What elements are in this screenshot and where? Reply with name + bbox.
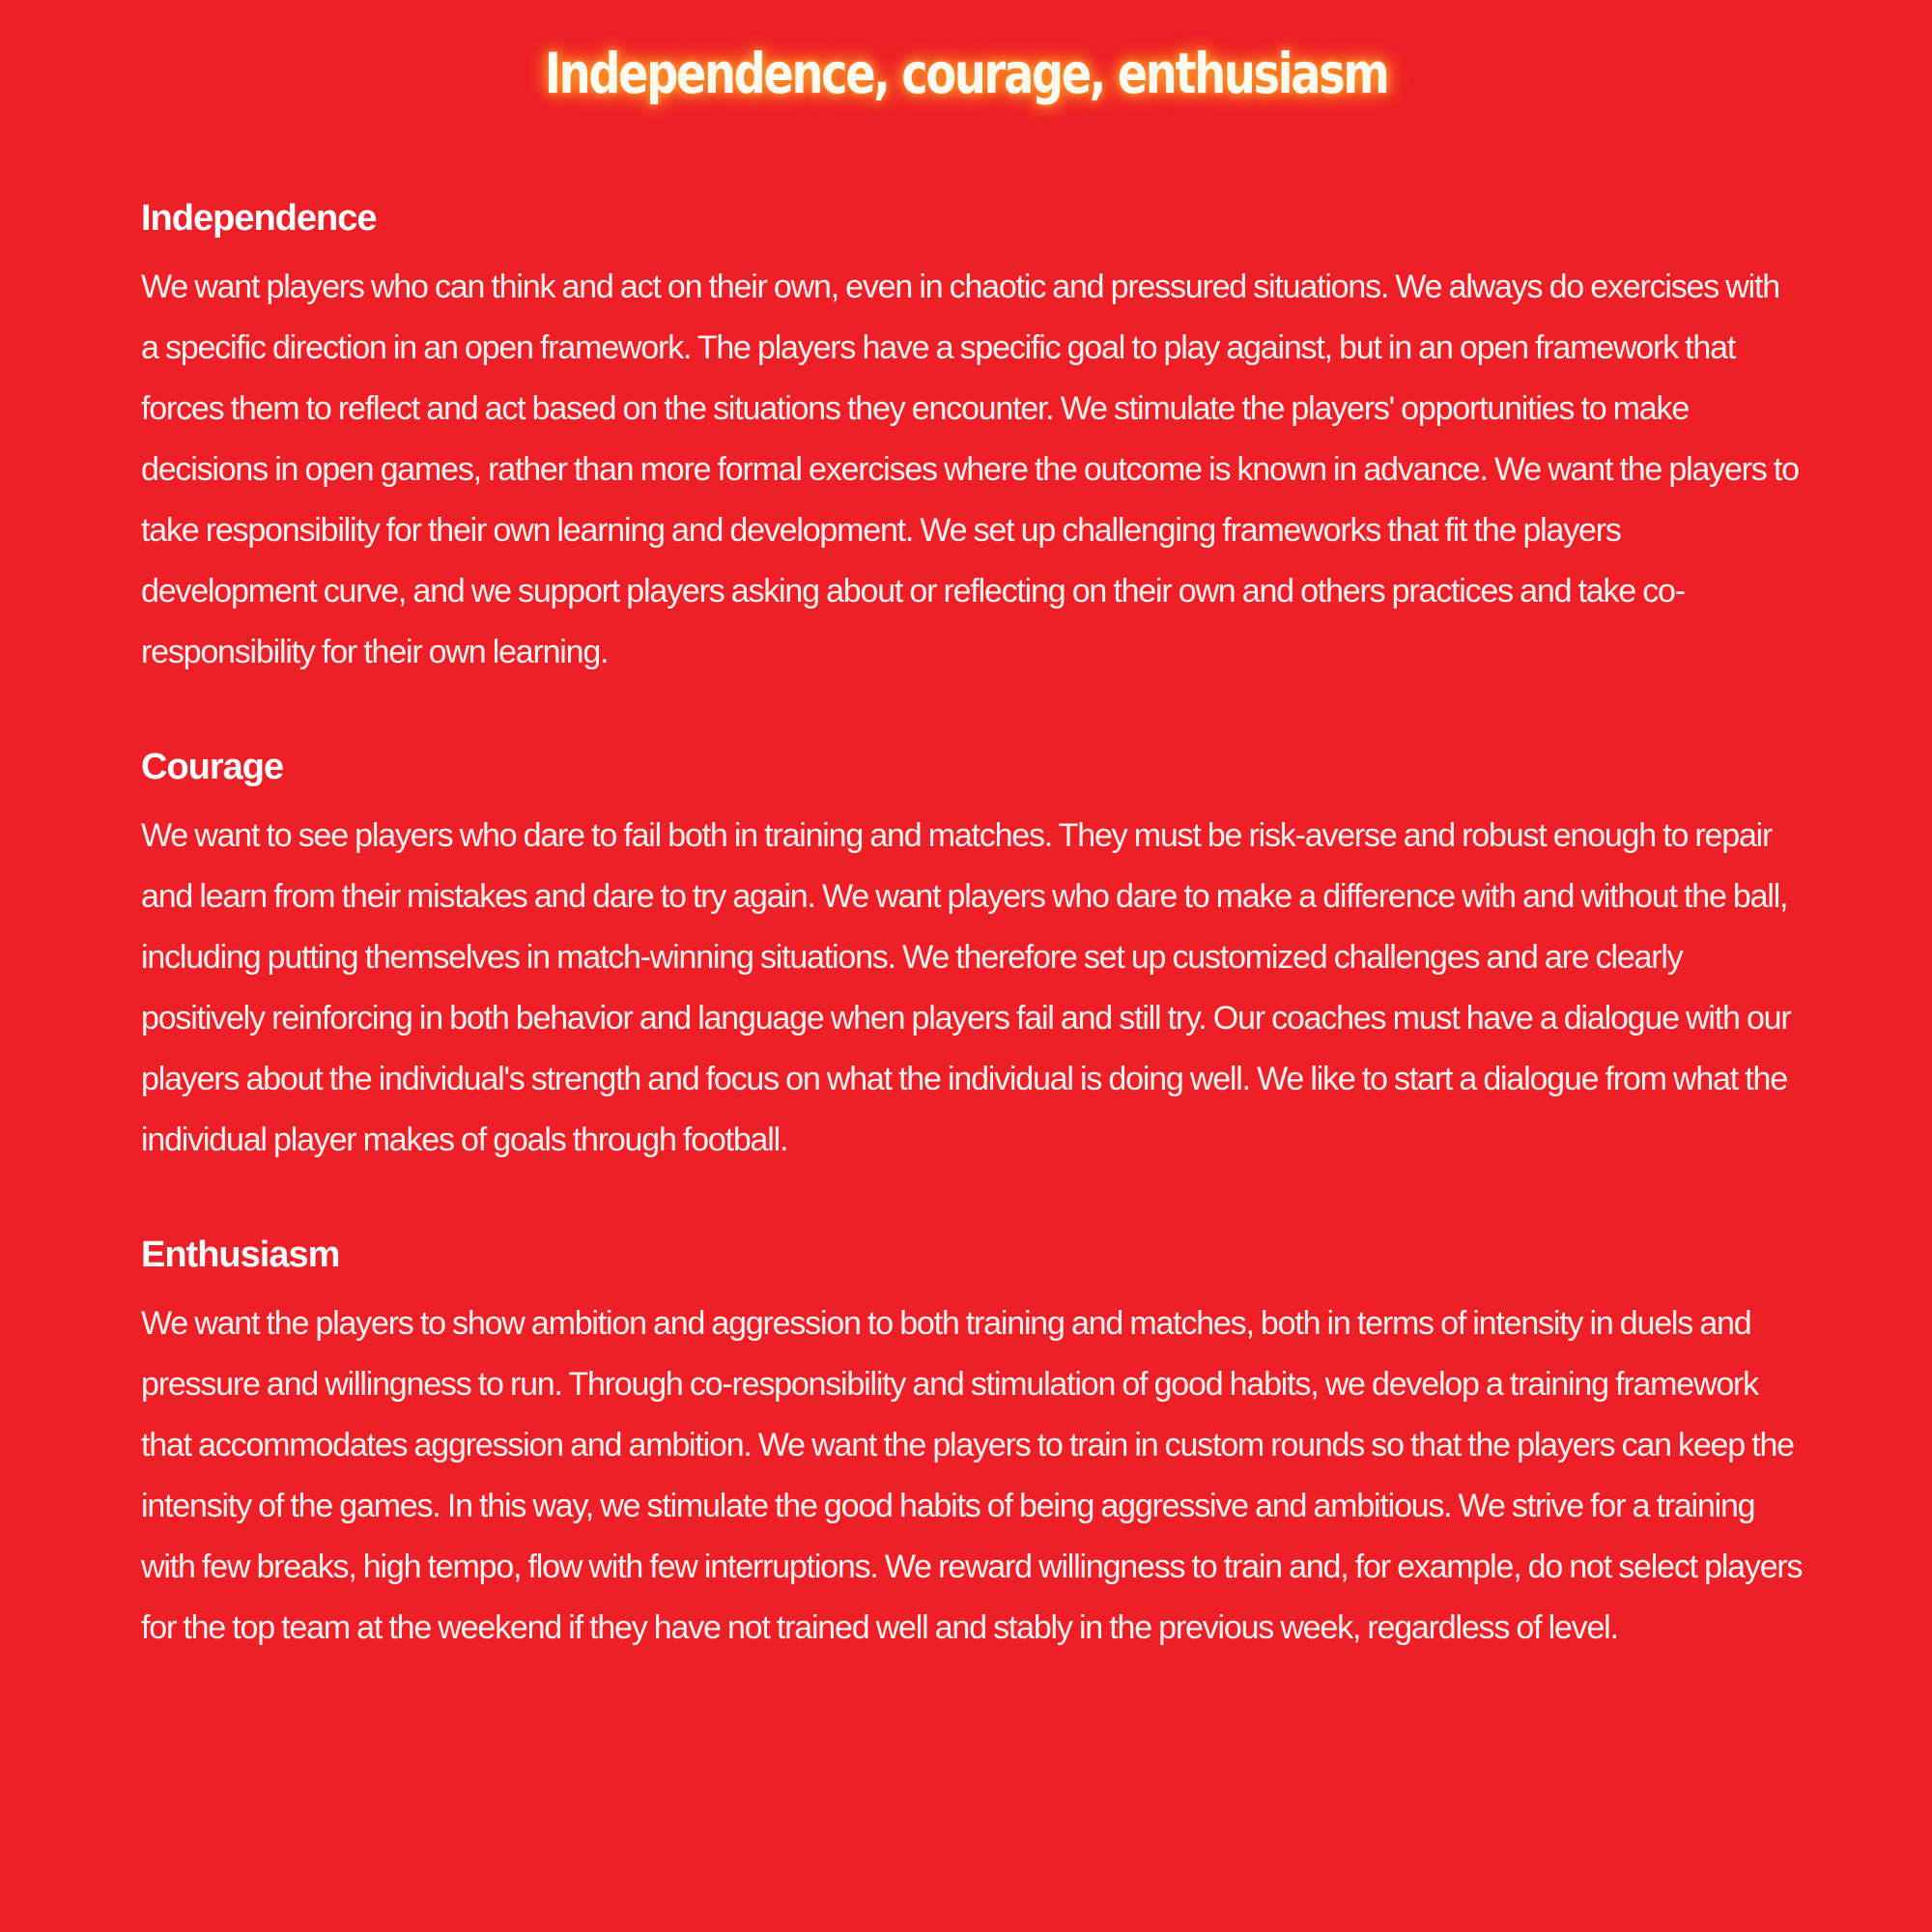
section-body: We want the players to show ambition and aggression to both training and matches, both in terms of intensity in duels and pressure and willingness to run. Through co-responsibility and stimulation of good habits, we develop a training framework that accommodates aggression and ambition. We want the players to train in custom rounds so that the players can keep the intensity of the games. In this way, we stimulate the good habits of being aggressive and ambitious. We strive for a training with few breaks, high tempo, flow with few interruptions. We reward willingness to train and, for example, do not select players for the top team at the weekend if they have not trained well and stably in the previous week, regardless of level. xyxy=(141,1305,1803,1646)
section-heading: Courage xyxy=(141,747,284,787)
section-independence xyxy=(141,195,1803,683)
page-title: Independence, courage, enthusiasm xyxy=(544,41,1388,106)
content-sections xyxy=(141,195,1803,1719)
section-courage xyxy=(141,744,1803,1171)
section-enthusiasm xyxy=(141,1232,1803,1659)
section-body: We want players who can think and act on their own, even in chaotic and pressured situations. We always do exercises with a specific direction in an open framework. The players have a specific goal to play against, but in an open framework that forces them to reflect and act based on the situations they encounter. We stimulate the players' opportunities to make decisions in open games, rather than more formal exercises where the outcome is known in advance. We want the players to take responsibility for their own learning and development. We set up challenging frameworks that fit the players development curve, and we support players asking about or reflecting on their own and others practices and take co-responsibility for their own learning. xyxy=(141,269,1799,670)
section-heading: Independence xyxy=(141,198,377,239)
section-body: We want to see players who dare to fail both in training and matches. They must be risk-averse and robust enough to repair and learn from their mistakes and dare to try again. We want players who dare to make a difference with and without the ball, including putting themselves in match-winning situations. We therefore set up customized challenges and are clearly positively reinforcing in both behavior and language when players fail and still try. Our coaches must have a dialogue with our players about the individual's strength and focus on what the individual is doing well. We like to start a dialogue from what the individual player makes of goals through football. xyxy=(141,817,1791,1158)
section-heading: Enthusiasm xyxy=(141,1235,340,1275)
